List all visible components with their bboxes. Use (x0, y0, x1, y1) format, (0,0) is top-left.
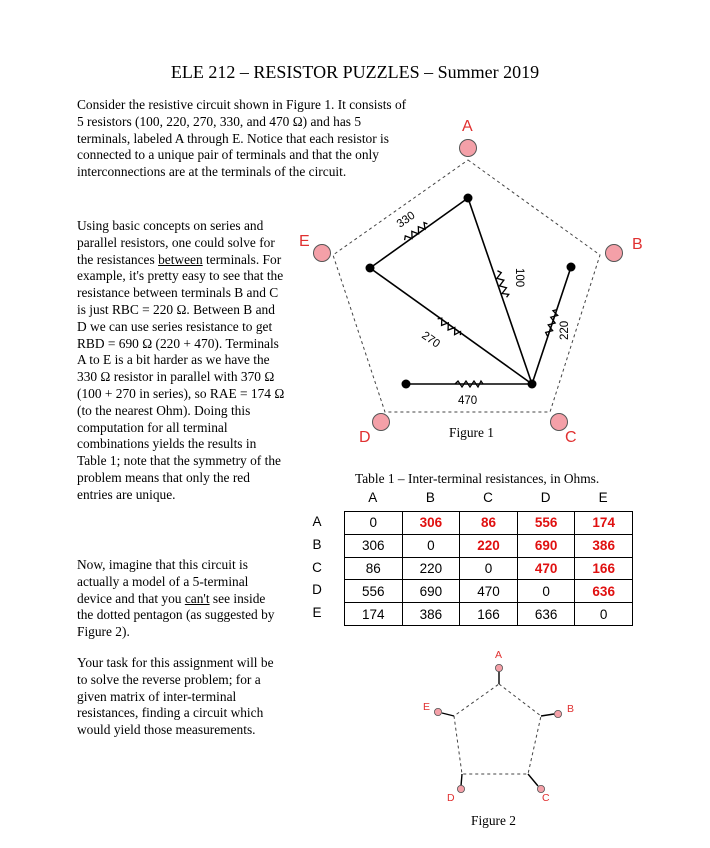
table-cell: 86 (460, 512, 518, 535)
row-header-e: E (312, 605, 322, 621)
p3-underlined: can't (184, 590, 210, 606)
fig2-terminal-b-label: B (567, 703, 575, 715)
row-header-c: C (312, 559, 322, 575)
table-cell: 0 (460, 557, 518, 580)
fig2-terminal-c-label: C (542, 792, 550, 804)
table-1-caption: Table 1 – Inter-terminal resistances, in Ohms. (355, 471, 600, 486)
junction-center (528, 380, 537, 389)
table-cell: 166 (460, 603, 518, 626)
resistor-330-label: 330 (394, 209, 418, 231)
terminal-e (314, 245, 331, 262)
table-cell: 690 (402, 580, 460, 603)
table-cell: 636 (575, 580, 633, 603)
col-header-d: D (540, 490, 551, 505)
col-header-c: C (483, 490, 493, 505)
junction-a (464, 194, 473, 203)
table-cell: 470 (460, 580, 518, 603)
table-cell: 0 (345, 512, 403, 535)
fig2-terminal-a-label: A (495, 649, 503, 661)
table-cell: 220 (460, 534, 518, 557)
figure-1-caption: Figure 1 (449, 425, 495, 440)
terminal-c (551, 414, 568, 431)
table-row (345, 534, 633, 557)
fig2-terminal-a (495, 664, 502, 671)
table-cell: 306 (402, 512, 460, 535)
table-row (345, 512, 633, 535)
fig2-terminal-d (457, 785, 464, 792)
table-cell: 306 (345, 534, 403, 557)
table-cell: 174 (345, 603, 403, 626)
fig2-dotted-pentagon (454, 684, 541, 774)
fig2-terminal-e (434, 708, 441, 715)
fig2-terminal-b (554, 710, 561, 717)
p2-text-a: Using basic concepts on series and parallel resistors, one could solve for the resistances (77, 218, 275, 267)
page-title: ELE 212 – RESISTOR PUZZLES – Summer 2019 (170, 62, 540, 82)
table-row-headers (310, 511, 324, 625)
table-cell: 386 (575, 534, 633, 557)
col-header-e: E (598, 490, 608, 505)
table-cell: 690 (517, 534, 575, 557)
table-row (345, 557, 633, 580)
row-header-d: D (312, 582, 322, 598)
p3-text-a: Now, imagine that this circuit is actually a model of a 5-terminal device and that you (77, 557, 249, 606)
terminal-a-label: A (462, 118, 473, 135)
p2-underlined: between (158, 251, 203, 267)
fig2-stub-b (541, 714, 554, 716)
table-cell: 0 (402, 534, 460, 557)
task-paragraph: Your task for this assignment will be to solve the reverse problem; for a given matrix of inter-terminal resistances, finding a circuit which would yield those measurements. (77, 655, 274, 738)
table-cell: 0 (517, 580, 575, 603)
wire-a-center (468, 198, 532, 384)
table-cell: 386 (402, 603, 460, 626)
terminal-a (460, 140, 477, 157)
terminal-d (373, 414, 390, 431)
table-cell: 174 (575, 512, 633, 535)
row-header-a: A (312, 514, 322, 529)
resistor-270-symbol (436, 316, 462, 337)
resistor-100-label: 100 (513, 268, 525, 288)
terminal-b (606, 245, 623, 262)
table-cell: 0 (575, 603, 633, 626)
resistance-table (344, 511, 633, 626)
table-cell: 556 (517, 512, 575, 535)
figure-2-caption: Figure 2 (471, 813, 517, 828)
row-header-b: B (312, 536, 322, 552)
fig2-stub-e (442, 713, 454, 716)
terminal-c-label: C (565, 429, 577, 446)
fig2-terminal-e-label: E (423, 701, 431, 713)
terminal-b-label: B (632, 236, 643, 253)
intro-paragraph: Consider the resistive circuit shown in Figure 1. It consists of 5 resistors (100, 220, 270, 330, and 470 Ω) and has 5 terminals, labeled A through E. Notice that each resistor is connected to a unique pair of terminals and that the only interconnections are at the terminals of the circuit. (77, 97, 407, 180)
table-cell: 166 (575, 557, 633, 580)
junction-b (567, 263, 576, 272)
terminal-d-label: D (359, 429, 371, 446)
col-header-a: A (368, 490, 378, 505)
table-cell: 220 (402, 557, 460, 580)
table-cell: 470 (517, 557, 575, 580)
table-row (345, 580, 633, 603)
fig2-stub-c (528, 774, 538, 786)
table-cell: 636 (517, 603, 575, 626)
p3-text-b: see inside the dotted pentagon (as suggested by Figure 2). (77, 590, 275, 640)
wire-e-center (370, 268, 532, 384)
fig2-terminal-d-label: D (447, 792, 455, 804)
resistor-220-label: 220 (559, 320, 571, 340)
fig2-stub-d (461, 774, 462, 786)
table-cell: 556 (345, 580, 403, 603)
col-header-b: B (425, 490, 435, 505)
junction-e (366, 264, 375, 273)
p2-text-b: terminals. For example, it's pretty easy to see that the resistance between terminals B and C is just RBC = 220 Ω. Between B and D we can use series resistance to get RBD = 690 Ω (220 + 470). Terminals A to E is a bit harder as we have the 330 Ω resistor in parallel with 370 Ω (100 + 270 in series), so RAE = 174 Ω (to the nearest Ohm). Doing this computation for all terminal combinations yields the results in Table 1; note that the symmetry of the problem means that only the red entries are unique. (77, 251, 285, 502)
table-cell: 86 (345, 557, 403, 580)
table-row (345, 603, 633, 626)
resistor-470-label: 470 (458, 395, 478, 407)
junction-d (402, 380, 411, 389)
terminal-e-label: E (299, 233, 310, 250)
table-column-headers (344, 490, 632, 505)
resistor-270-label: 270 (419, 329, 442, 351)
